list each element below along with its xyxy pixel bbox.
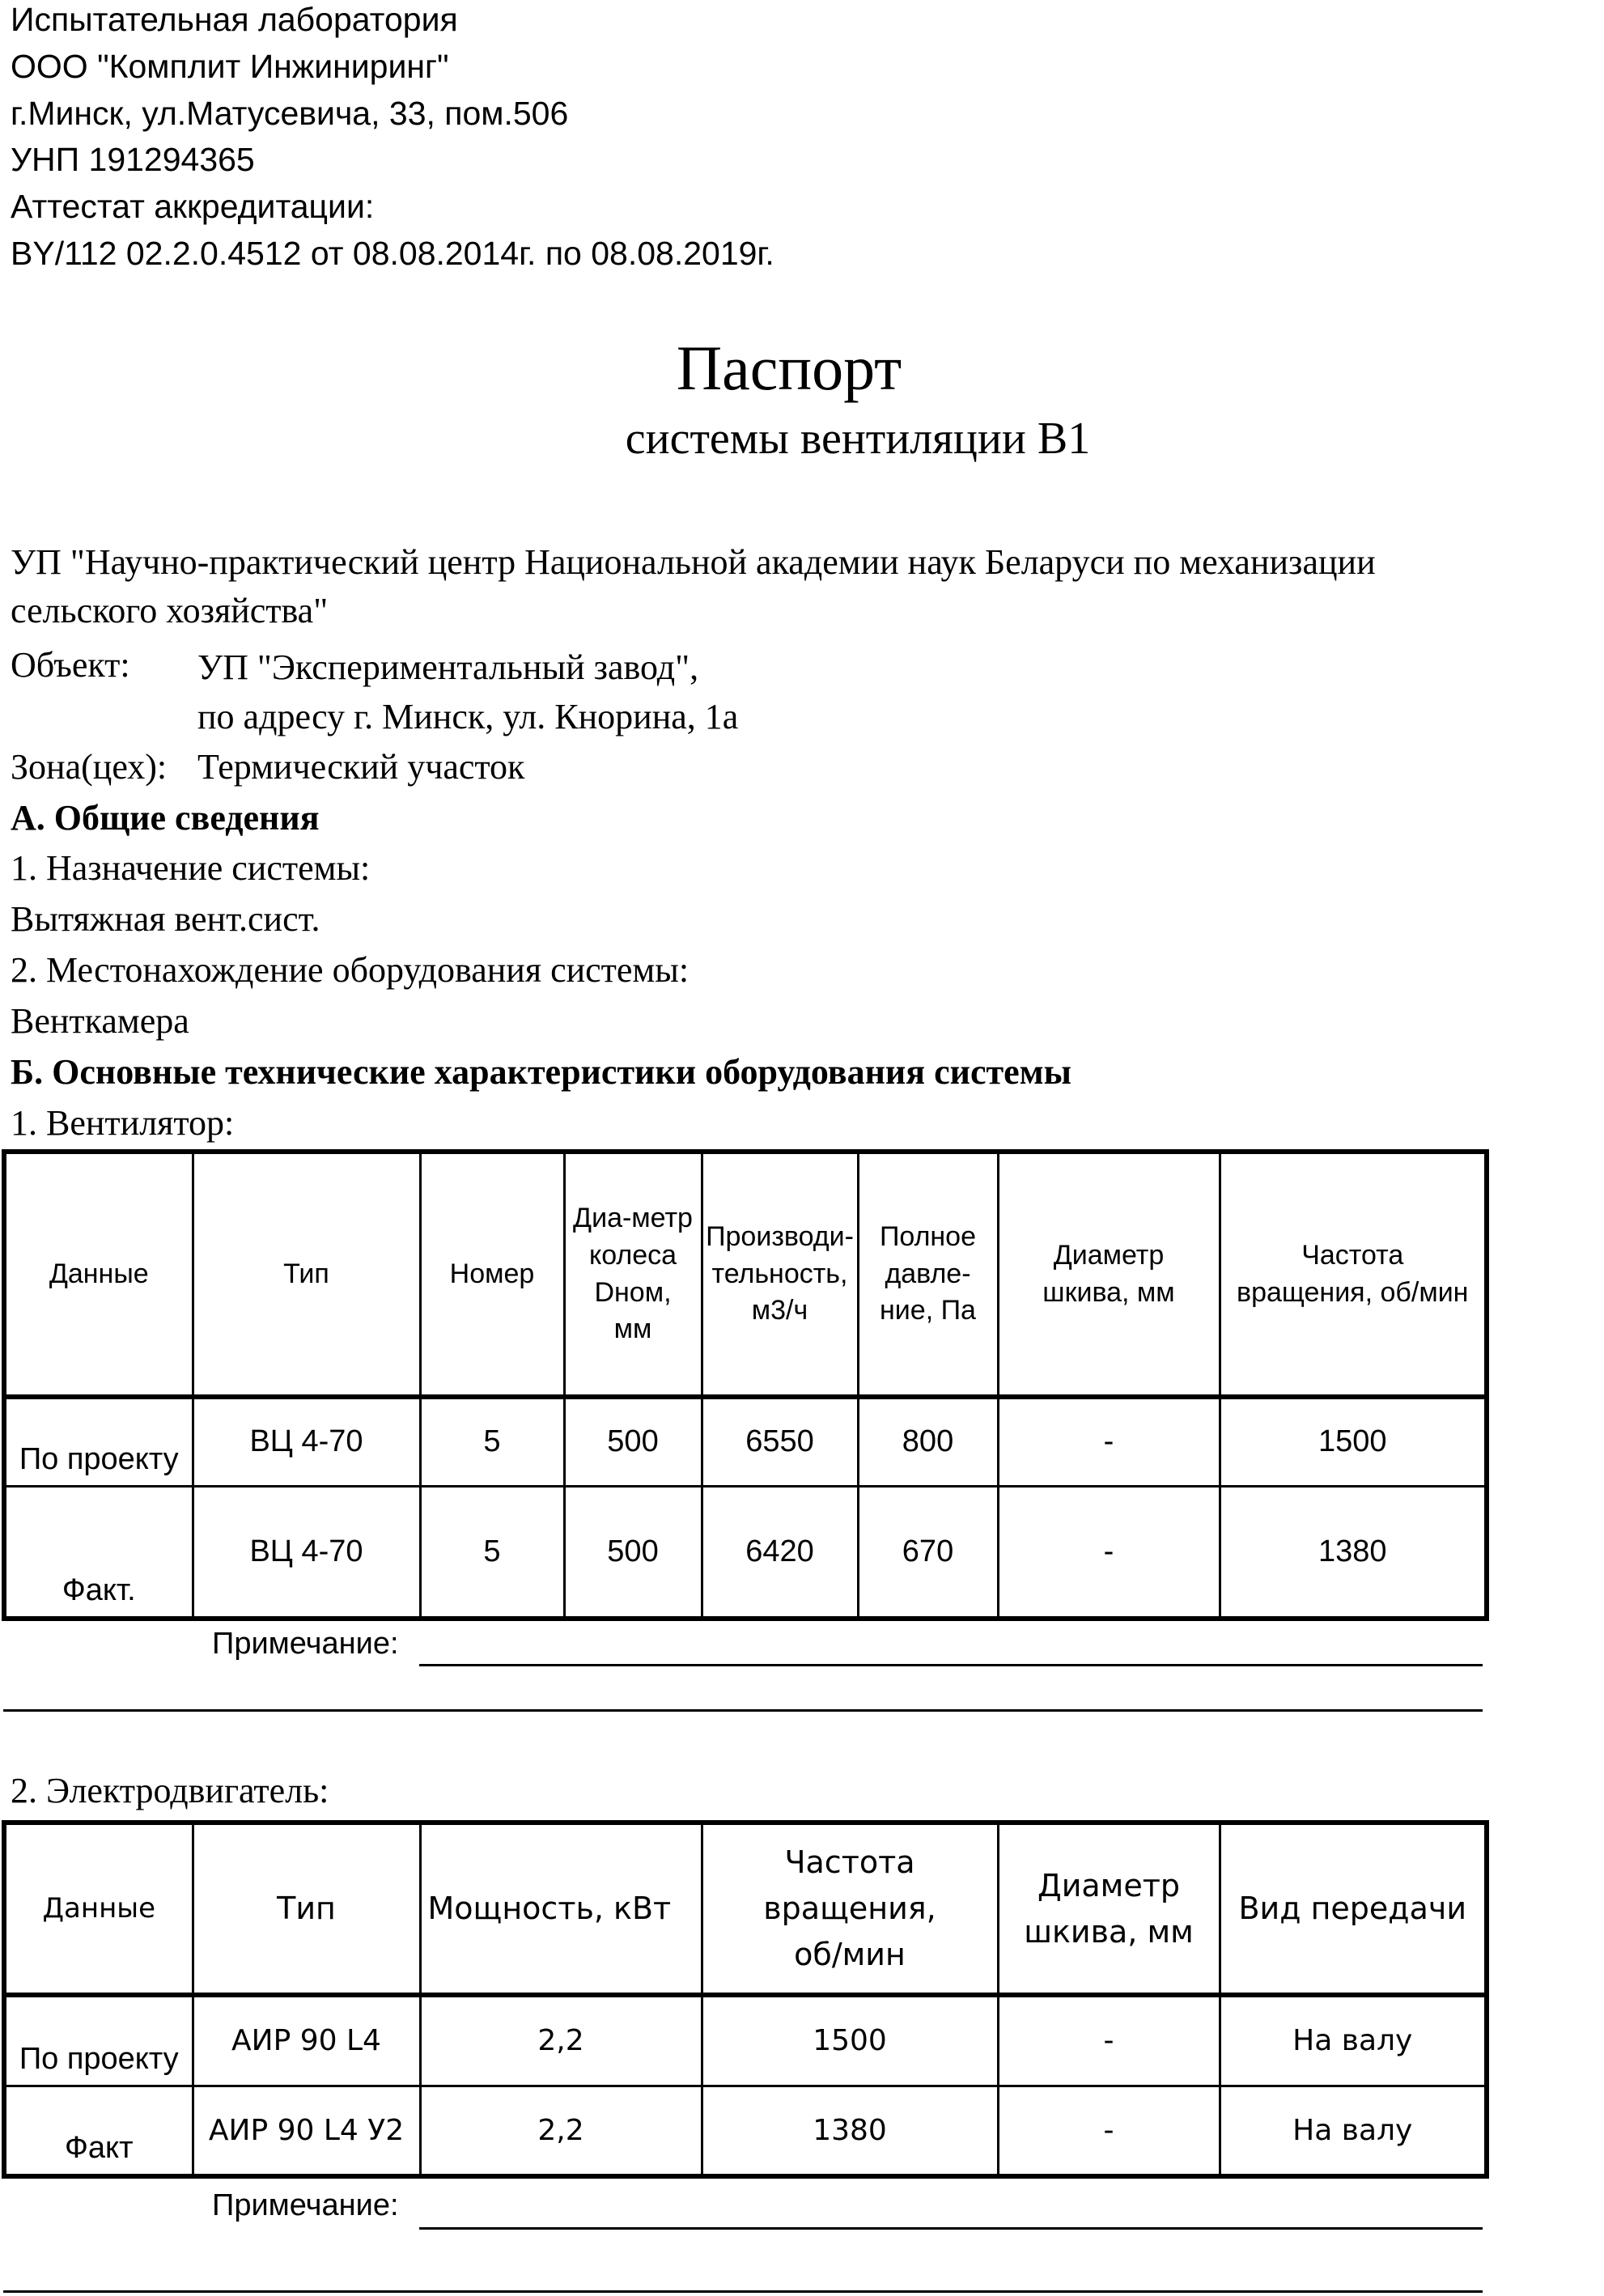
fan-header-pressure-line: давле-: [885, 1258, 971, 1289]
motor-header-frequency-line: Частота вращения,: [763, 1844, 936, 1926]
org-line-2: сельского хозяйства": [11, 591, 329, 630]
lab-name-line: Испытательная лаборатория: [11, 1, 458, 38]
fan-row-pressure: 670: [858, 1486, 998, 1619]
motor-header-pulley-line: шкива, мм: [1024, 1913, 1194, 1950]
fan-row-pulley: -: [998, 1486, 1220, 1619]
motor-row-label: Факт: [4, 2086, 193, 2176]
fan-header-frequency: [1220, 1152, 1487, 1397]
motor-row-label: По проекту: [4, 1995, 193, 2086]
table-row: [4, 2086, 1487, 2176]
fan-row-label: По проекту: [4, 1397, 193, 1486]
fan-header-diameter-line: Dном,: [594, 1276, 672, 1308]
fan-row-performance: 6550: [702, 1397, 858, 1486]
fan-header-pressure: [858, 1152, 998, 1397]
fan-row-number: 5: [420, 1486, 564, 1619]
motor-row-frequency: 1500: [702, 1995, 998, 2086]
motor-row-power: 2,2: [420, 1995, 702, 2086]
motor-header-drive: Вид передачи: [1220, 1823, 1487, 1995]
fan-note-line-2: [3, 1709, 1483, 1712]
motor-section-label: 2. Электродвигатель:: [11, 1771, 329, 1810]
fan-header-frequency-line: Частота: [1301, 1239, 1404, 1271]
section-b-heading: Б. Основные технические характеристики оборудования системы: [11, 1052, 1071, 1092]
table-row: [4, 1486, 1487, 1619]
motor-row-frequency: 1380: [702, 2086, 998, 2176]
fan-table-header-row: [4, 1152, 1487, 1397]
lab-accreditation-label: Аттестат аккредитации:: [11, 188, 375, 225]
fan-table: [2, 1149, 1489, 1621]
fan-header-frequency-line: вращения, об/мин: [1237, 1276, 1469, 1308]
lab-address-line: г.Минск, ул.Матусевича, 33, пом.506: [11, 95, 569, 132]
fan-row-diameter: 500: [564, 1486, 702, 1619]
motor-table-header-row: [4, 1823, 1487, 1995]
fan-header-pressure-line: Полное: [879, 1220, 977, 1252]
purpose-value: Вытяжная вент.сист.: [11, 899, 320, 939]
fan-header-diameter-line: Диа-метр: [573, 1202, 693, 1233]
lab-unp-line: УНП 191294365: [11, 141, 255, 178]
fan-header-diameter-line: колеса: [588, 1239, 677, 1271]
table-row: [4, 1397, 1487, 1486]
fan-row-label: Факт.: [4, 1486, 193, 1619]
fan-row-pressure: 800: [858, 1397, 998, 1486]
fan-header-pulley-line: шкива, мм: [1042, 1276, 1175, 1308]
document-title: Паспорт: [676, 333, 902, 403]
fan-row-pulley: -: [998, 1397, 1220, 1486]
purpose-label: 1. Назначение системы:: [11, 848, 371, 888]
fan-row-diameter: 500: [564, 1397, 702, 1486]
motor-header-type: Тип: [193, 1823, 420, 1995]
object-name: УП "Экспериментальный завод",: [197, 647, 699, 687]
fan-note-label: Примечание:: [212, 1627, 399, 1661]
lab-accreditation-number: BY/112 02.2.0.4512 от 08.08.2014г. по 08.08.2019г.: [11, 235, 774, 272]
location-value: Венткамера: [11, 1001, 189, 1041]
fan-header-performance-line: Производи-: [706, 1220, 854, 1252]
motor-row-power: 2,2: [420, 2086, 702, 2176]
document-subtitle: системы вентиляции В1: [625, 414, 1091, 464]
fan-header-data: Данные: [4, 1152, 193, 1397]
fan-header-performance-line: тельность,: [711, 1258, 848, 1289]
fan-header-number: Номер: [420, 1152, 564, 1397]
fan-header-diameter-line: мм: [613, 1314, 652, 1345]
motor-row-drive: На валу: [1220, 1995, 1487, 2086]
fan-header-type: Тип: [193, 1152, 420, 1397]
fan-header-pulley: [998, 1152, 1220, 1397]
fan-row-number: 5: [420, 1397, 564, 1486]
fan-section-label: 1. Вентилятор:: [11, 1103, 235, 1143]
fan-row-frequency: 1500: [1220, 1397, 1487, 1486]
motor-header-frequency-line: об/мин: [794, 1937, 906, 1972]
motor-row-pulley: -: [998, 2086, 1220, 2176]
org-line-1: УП "Научно-практический центр Национальной академии наук Беларуси по механизации: [11, 542, 1376, 582]
fan-header-diameter: [564, 1152, 702, 1397]
fan-note-line: [419, 1664, 1483, 1666]
fan-row-type: ВЦ 4-70: [193, 1486, 420, 1619]
fan-header-performance-line: м3/ч: [751, 1295, 808, 1326]
motor-note-line: [419, 2227, 1483, 2230]
motor-header-frequency: [702, 1823, 998, 1995]
fan-header-pulley-line: Диаметр: [1053, 1239, 1165, 1271]
motor-header-pulley: [998, 1823, 1220, 1995]
motor-header-pulley-line: Диаметр: [1038, 1867, 1180, 1903]
lab-company-line: ООО "Комплит Инжиниринг": [11, 48, 449, 85]
fan-row-type: ВЦ 4-70: [193, 1397, 420, 1486]
motor-row-type: АИР 90 L4: [193, 1995, 420, 2086]
location-label: 2. Местонахождение оборудования системы:: [11, 950, 690, 990]
motor-row-type: АИР 90 L4 У2: [193, 2086, 420, 2176]
fan-row-performance: 6420: [702, 1486, 858, 1619]
motor-table: [2, 1820, 1489, 2179]
motor-note-line-2: [3, 2290, 1483, 2293]
section-a-heading: А. Общие сведения: [11, 798, 320, 838]
fan-header-pressure-line: ние, Па: [880, 1295, 976, 1326]
table-row: [4, 1995, 1487, 2086]
fan-row-frequency: 1380: [1220, 1486, 1487, 1619]
object-label: Объект:: [11, 645, 130, 685]
zone-value: Термический участок: [197, 747, 525, 787]
motor-note-label: Примечание:: [212, 2188, 399, 2222]
object-address: по адресу г. Минск, ул. Кнорина, 1а: [197, 697, 739, 736]
motor-header-data: Данные: [4, 1823, 193, 1995]
motor-header-power: Мощность, кВт: [420, 1823, 702, 1995]
zone-label: Зона(цех):: [11, 747, 168, 787]
motor-row-drive: На валу: [1220, 2086, 1487, 2176]
motor-row-pulley: -: [998, 1995, 1220, 2086]
fan-header-performance: [702, 1152, 858, 1397]
